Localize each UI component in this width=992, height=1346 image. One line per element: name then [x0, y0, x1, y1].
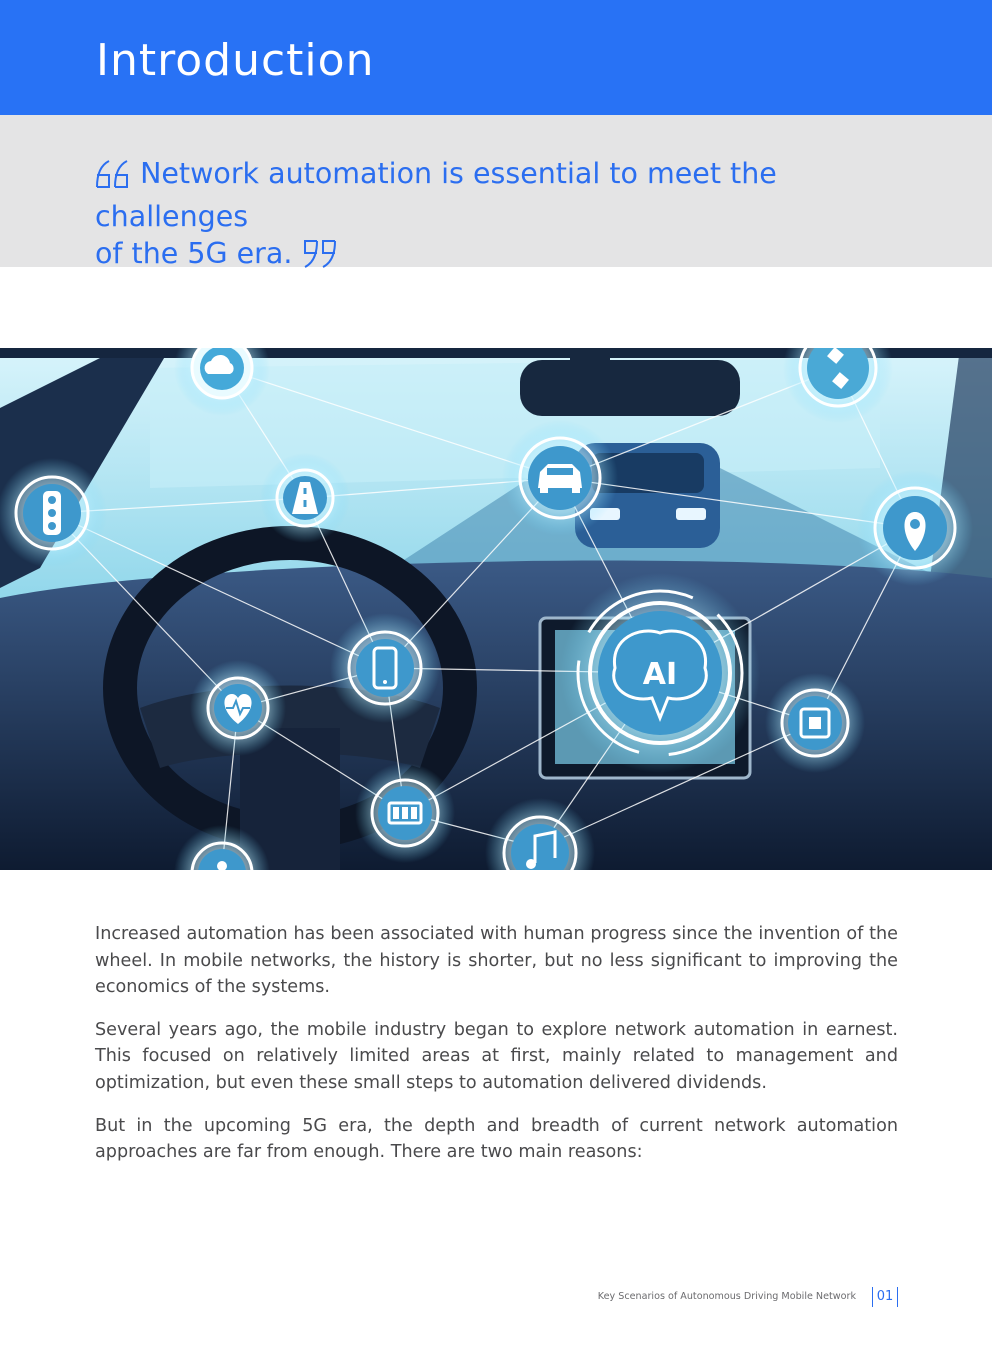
ai-brain-icon — [560, 573, 760, 773]
road-icon — [260, 453, 350, 543]
location-pin-icon — [857, 470, 973, 586]
paragraph-3: But in the upcoming 5G era, the depth and breadth of current network automation approaches are far from enough. There are two main reasons: — [95, 1115, 898, 1163]
close-quote-icon — [301, 239, 337, 278]
quote-line-1: Network automation is essential to meet the challenges — [95, 157, 777, 233]
page-title: Introduction — [96, 35, 375, 86]
header-bar — [0, 0, 992, 115]
car-icon — [502, 420, 618, 536]
quote-line-2: of the 5G era. — [95, 237, 293, 270]
page-number: 01 — [872, 1287, 898, 1307]
chip-icon — [765, 673, 865, 773]
smartphone-icon — [330, 613, 440, 723]
heart-rate-icon — [190, 660, 286, 756]
body-text — [95, 921, 898, 1182]
pull-quote — [95, 155, 915, 278]
ai-label: AI — [642, 657, 678, 692]
open-quote-icon — [95, 159, 131, 198]
traffic-light-icon — [0, 458, 107, 568]
footer-doc-title: Key Scenarios of Autonomous Driving Mobile Network — [597, 1291, 856, 1302]
paragraph-2: Several years ago, the mobile industry began to explore network automation in earnest. This focused on relatively limited areas at first, mainly related to management and optimization, but even these small steps to automation delivered dividends. — [95, 1019, 898, 1093]
battery-icon — [355, 763, 455, 863]
hero-image — [0, 348, 992, 870]
paragraph-1: Increased automation has been associated with human progress since the invention of the wheel. In mobile networks, the history is shorter, but no less significant to improving the economics of the systems. — [95, 924, 898, 998]
